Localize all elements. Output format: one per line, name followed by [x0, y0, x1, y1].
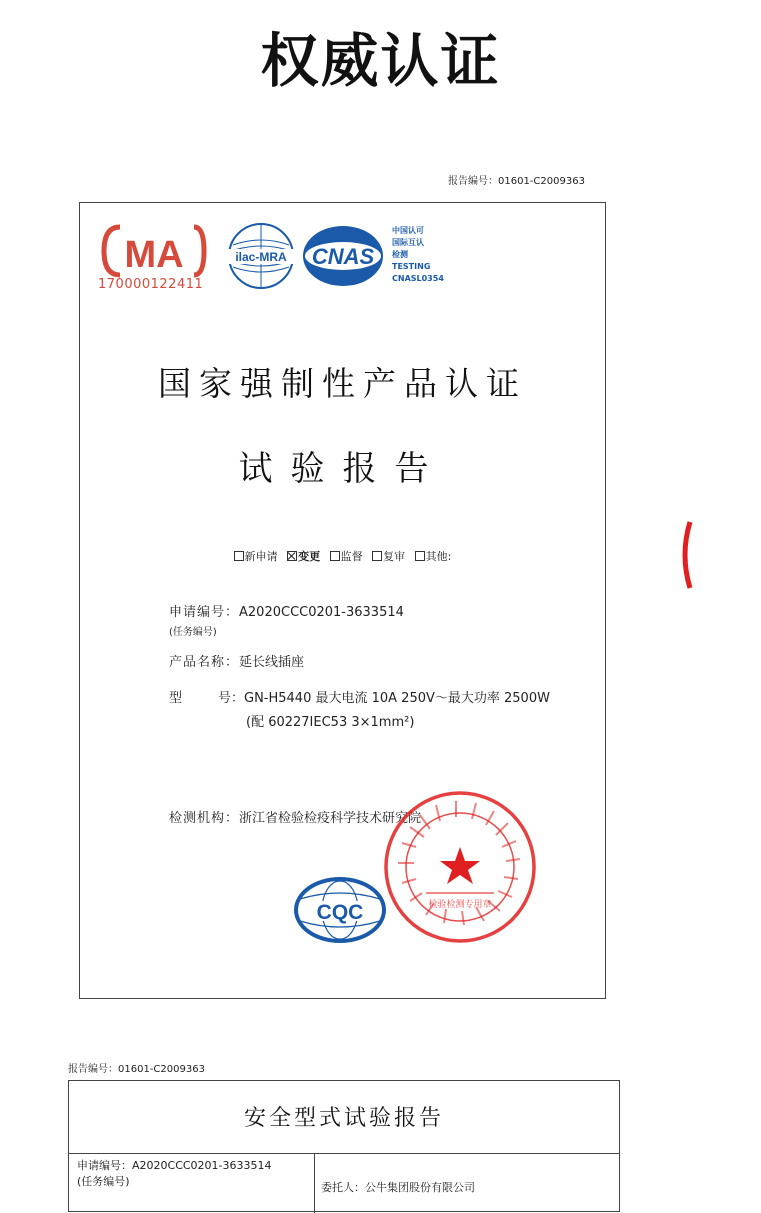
cma-logo-text: MA: [124, 234, 184, 276]
table-column-divider: [314, 1153, 315, 1213]
cnas-line: 中国认可: [392, 226, 424, 235]
application-number: 申请编号：A2020CCC0201-3633514: [169, 605, 404, 620]
cnas-logo-text: CNAS: [311, 244, 375, 269]
report-number: 报告编号：01601-C2009363: [448, 176, 585, 187]
report-type-options: [80, 548, 605, 564]
model-number: 型 号： GN-H5440 最大电流 10A 250V～最大功率 2500W: [169, 691, 550, 706]
cnas-logo-icon: [300, 223, 386, 289]
certificate-page: [79, 202, 606, 999]
seal-center-text: 检验检测专用章: [428, 900, 492, 910]
ilac-mra-logo-icon: [223, 221, 299, 291]
cma-number: 170000122411: [98, 277, 204, 292]
testing-lab: 检测机构：浙江省检验检疫科学技术研究院: [169, 811, 422, 826]
table-divider: [69, 1153, 619, 1154]
ilac-logo-text: ilac-MRA: [235, 250, 287, 264]
decorative-red-edge-icon: [680, 520, 700, 590]
second-report-number: 报告编号：01601-C2009363: [68, 1064, 205, 1075]
cqc-logo-icon: [290, 873, 390, 947]
report-type-review: 复审: [372, 550, 405, 563]
certificate-subtitle: 试验报告: [238, 449, 447, 489]
report-type-supervision: 监督: [330, 550, 363, 563]
cnas-accreditation-text: [392, 225, 444, 285]
official-seal-icon: [380, 787, 540, 947]
cnas-line: CNASL0354: [392, 274, 444, 283]
second-report-title: 安全型式试验报告: [243, 1106, 444, 1131]
cqc-logo-text: CQC: [316, 901, 364, 924]
report-type-change: 变更: [287, 550, 320, 563]
second-application-number: 申请编号：A2020CCC0201-3633514: [77, 1159, 272, 1172]
model-cable-note: (配 60227IEC53 3×1mm²): [246, 715, 415, 730]
checked-checkbox-icon: [287, 551, 297, 561]
second-task-number: (任务编号): [77, 1175, 130, 1188]
page-heading: 权威认证: [260, 27, 501, 95]
task-number-label: (任务编号): [169, 627, 217, 638]
cnas-line: 检测: [392, 250, 408, 259]
cnas-line: TESTING: [392, 262, 431, 271]
product-name: 产品名称：延长线插座: [169, 655, 305, 670]
checkbox-icon: [372, 551, 382, 561]
certificate-title: 国家强制性产品认证: [158, 364, 527, 403]
checkbox-icon: [415, 551, 425, 561]
cnas-line: 国际互认: [392, 238, 424, 247]
checkbox-icon: [330, 551, 340, 561]
checkbox-icon: [234, 551, 244, 561]
second-report-table: [68, 1080, 620, 1212]
client-name: 委托人：公牛集团股份有限公司: [321, 1181, 475, 1194]
report-type-new: 新申请: [234, 550, 278, 563]
report-type-other: 其他:: [415, 550, 452, 563]
